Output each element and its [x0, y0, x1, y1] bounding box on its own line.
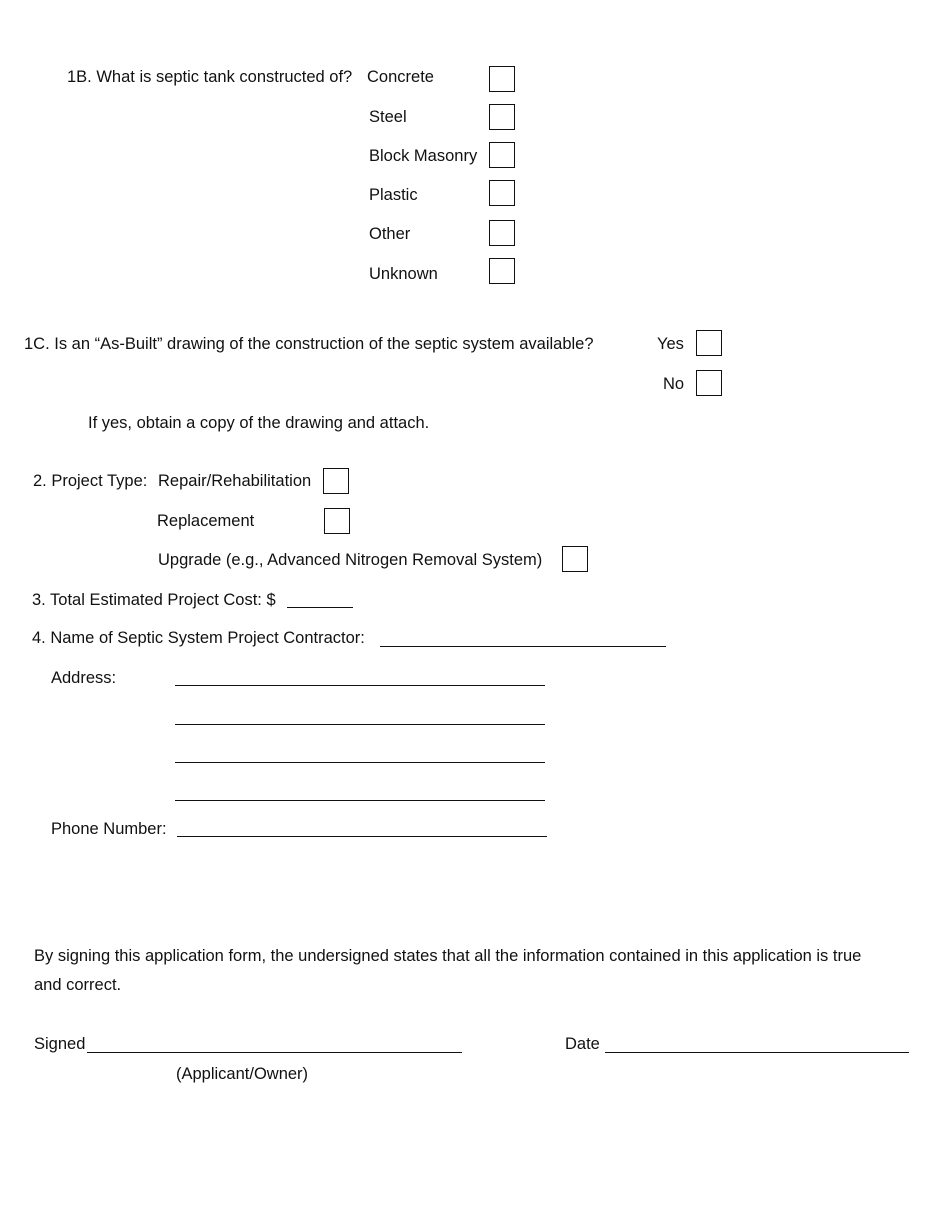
q1c-no-label: No [663, 375, 685, 393]
q2-option-repair-label: Repair/Rehabilitation [158, 472, 312, 490]
q3-label: 3. Total Estimated Project Cost: $ [32, 591, 276, 609]
q1b-option-block-masonry-label: Block Masonry [369, 147, 478, 165]
signed-label: Signed [34, 1035, 86, 1053]
q1b-option-unknown-label: Unknown [369, 265, 438, 283]
q4-label: 4. Name of Septic System Project Contractor: [32, 629, 365, 647]
q1c-no-checkbox[interactable] [696, 370, 722, 396]
q1c-yes-checkbox[interactable] [696, 330, 722, 356]
q1b-question: 1B. What is septic tank constructed of? [67, 68, 353, 86]
q1b-other-checkbox[interactable] [489, 220, 515, 246]
certification-text-line-1: By signing this application form, the undersigned states that all the information contained in this application is true [34, 947, 862, 965]
date-field[interactable] [605, 1052, 909, 1053]
q1b-option-other-label: Other [369, 225, 411, 243]
address-line-1-field[interactable] [175, 685, 545, 686]
certification-text-line-2: and correct. [34, 976, 122, 994]
address-label: Address: [51, 669, 117, 687]
q1b-unknown-checkbox[interactable] [489, 258, 515, 284]
q1b-block-masonry-checkbox[interactable] [489, 142, 515, 168]
signature-field[interactable] [87, 1052, 462, 1053]
q2-upgrade-checkbox[interactable] [562, 546, 588, 572]
q1b-steel-checkbox[interactable] [489, 104, 515, 130]
q1b-option-plastic-label: Plastic [369, 186, 418, 204]
q1c-question: 1C. Is an “As-Built” drawing of the construction of the septic system available? [24, 335, 594, 353]
q1b-plastic-checkbox[interactable] [489, 180, 515, 206]
q1b-option-steel-label: Steel [369, 108, 407, 126]
phone-label: Phone Number: [51, 820, 167, 838]
q1c-note: If yes, obtain a copy of the drawing and attach. [88, 414, 430, 432]
q2-option-upgrade-label: Upgrade (e.g., Advanced Nitrogen Removal System) [158, 551, 543, 569]
phone-number-field[interactable] [177, 836, 547, 837]
address-line-4-field[interactable] [175, 800, 545, 801]
q2-option-replacement-label: Replacement [157, 512, 255, 530]
contractor-name-field[interactable] [380, 646, 666, 647]
q2-repair-checkbox[interactable] [323, 468, 349, 494]
address-line-3-field[interactable] [175, 762, 545, 763]
project-cost-field[interactable] [287, 607, 353, 608]
q2-label: 2. Project Type: [33, 472, 148, 490]
q1b-concrete-checkbox[interactable] [489, 66, 515, 92]
q1c-yes-label: Yes [657, 335, 684, 353]
date-label: Date [565, 1035, 600, 1053]
q1b-option-concrete-label: Concrete [367, 68, 434, 86]
address-line-2-field[interactable] [175, 724, 545, 725]
q2-replacement-checkbox[interactable] [324, 508, 350, 534]
signer-caption: (Applicant/Owner) [176, 1065, 309, 1083]
